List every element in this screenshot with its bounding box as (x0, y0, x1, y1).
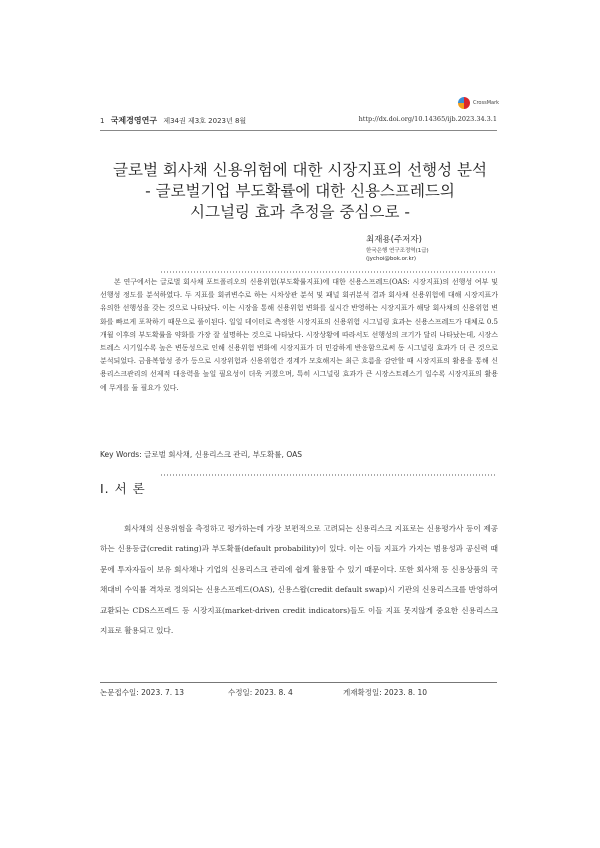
body-paragraph: 회사채의 신용위험을 측정하고 평가하는데 가장 보편적으로 고려되는 신용리스크 지표로는 신용평가사 등이 제공하는 신용등급(credit rating)과 부도확률(default probability)이 있다. 이는 이들 지표가 가지는 범용성과 공신력 때문에 투자자들이 보유 회사채나 기업의 신용리스크 관리에 쉽게 활용할 수 있기 때문이다. 또한 회사채 등 신용상품의 국채대비 수익률 격차로 정의되는 신용스프레드(OAS), 신용스왑(credit default swap)시 기관의 신용리스크를 반영하여 교환되는 CDS스프레드 등 시장지표(market-driven credit indicators)들도 이들 지표 못지않게 중요한 신용리스크 지표로 활용되고 있다. (100, 524, 498, 636)
dotted-divider-bottom (160, 474, 496, 476)
abstract: 본 연구에서는 글로벌 회사채 포트폴리오의 신용위험(부도확률지표)에 대한 신용스프레드(OAS: 시장지표)의 선행성 여부 및 선행성 정도를 분석하였다. 두 지표를 회귀변수로 하는 시차상관 분석 및 패널 회귀분석 결과 회사채 신용위험에 대해 시장지표가 유의한 선행성을 갖는 것으로 나타났다. 이는 시장을 통해 신용위험 변화를 실시간 반영하는 시장지표가 해당 회사채의 신용위험 변화를 빠르게 포착하기 때문으로 풀이된다. 일일 데이터로 측정한 시장지표의 신용위험 시그널링 효과는 신용스프레드가 대체로 0.5개월 이후의 부도확률을 약화를 가장 잘 설명하는 것으로 나타났다. 시장상황에 따라서도 선행성의 크기가 달리 나타났는데, 시장스트레스 시기일수록 높은 변동성으로 인해 신용위험 변화에 시장지표가 더 민감하게 반응함으로써 동 시그널링 효과가 더 큰 것으로 분석되었다. 금융복합성 증가 등으로 시장위험과 신용위험간 경계가 모호해지는 최근 흐름을 감안할 때 시장지표의 활용을 통해 신용리스크관리의 선제적 대응력을 높일 필요성이 더욱 커졌으며, 특히 시그널링 효과가 큰 시장스트레스기 일수록 시장지표의 활용에 무게를 둘 필요가 있다. (100, 278, 498, 392)
section-heading: Ⅰ. 서 론 (100, 481, 146, 496)
author-email: (jychoi@bok.or.kr) (366, 256, 417, 262)
header-divider (100, 130, 497, 131)
paper-title (100, 160, 500, 223)
crossmark-badge[interactable] (458, 97, 499, 109)
title-line-3: 시그널링 효과 추정을 중심으로 - (190, 203, 410, 221)
page-number: 1 (100, 117, 105, 125)
journal-name: 국제경영연구 (110, 116, 158, 125)
crossmark-icon (458, 97, 470, 109)
dotted-divider-top (160, 271, 496, 273)
accepted-date: 게재확정일: 2023. 8. 10 (343, 688, 428, 697)
volume-issue: 제34권 제3호 2023년 8월 (163, 117, 247, 125)
revised-date: 수정일: 2023. 8. 4 (228, 688, 293, 697)
author-name: 최재용(주저자) (366, 235, 422, 245)
received-date: 논문접수일: 2023. 7. 13 (100, 688, 185, 697)
keywords: Key Words: 글로벌 회사채, 신용리스크 관리, 부도확률, OAS (100, 450, 302, 459)
title-line-1: 글로벌 회사채 신용위험에 대한 시장지표의 선행성 분석 (113, 161, 487, 179)
footer-divider (100, 682, 497, 683)
author-block (366, 233, 429, 263)
running-header (100, 115, 497, 127)
title-line-2: - 글로벌기업 부도확률에 대한 신용스프레드의 (145, 182, 455, 200)
doi-link[interactable]: http://dx.doi.org/10.14365/ijb.2023.34.3.1 (358, 115, 497, 123)
crossmark-label: CrossMark (473, 100, 500, 106)
author-affiliation: 한국은행 연구조정역(1급) (366, 248, 429, 254)
